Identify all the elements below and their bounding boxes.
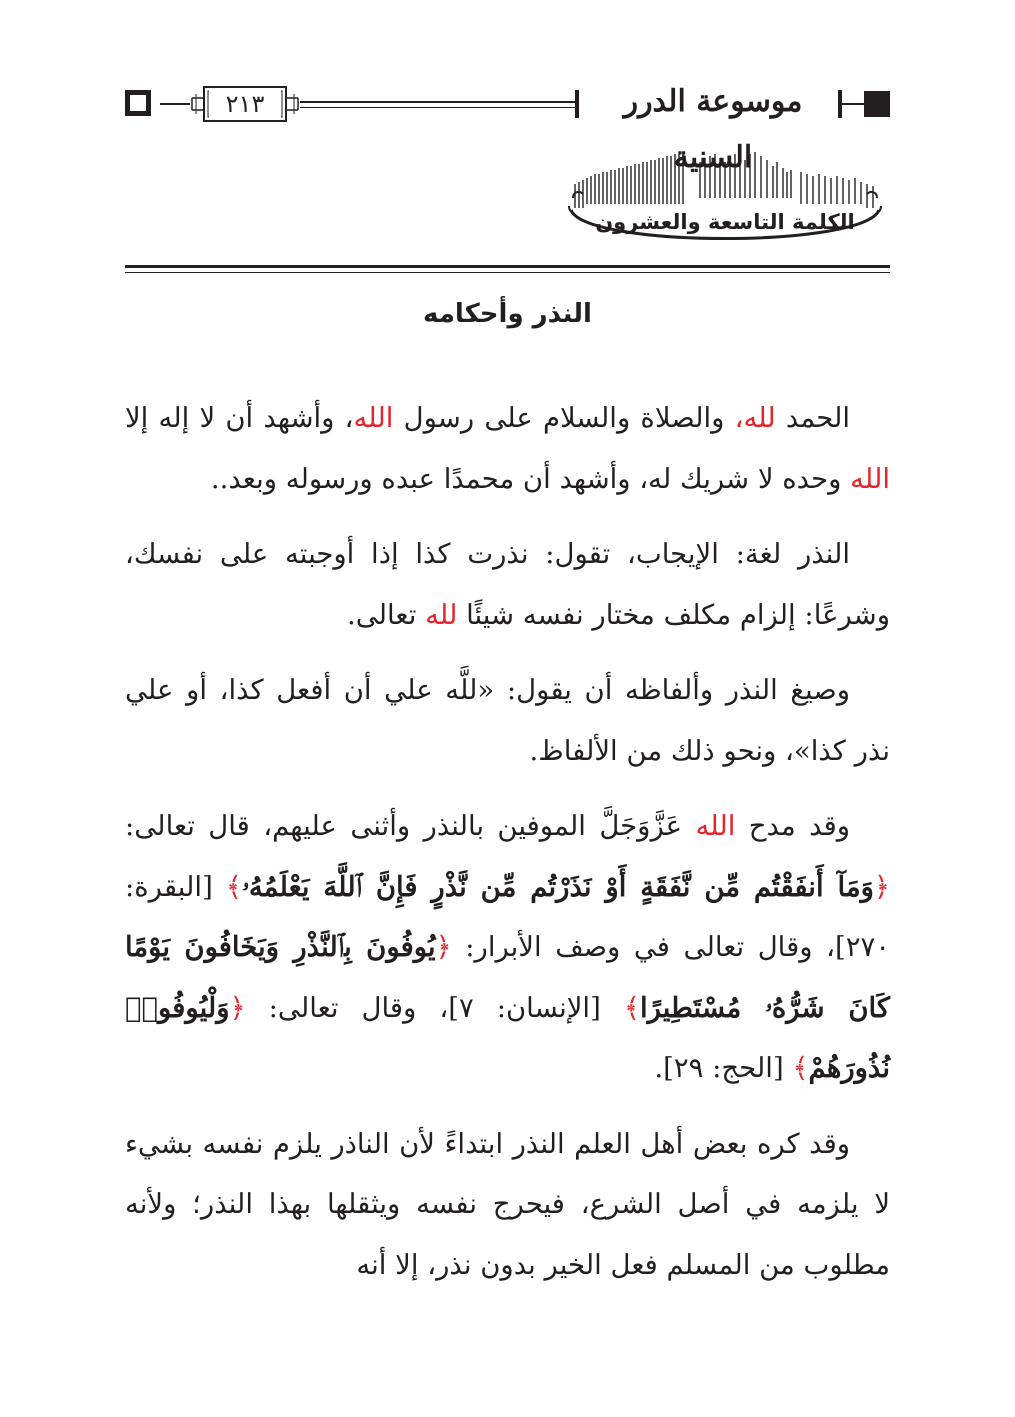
text-span: النذر لغة: الإيجاب، تقول: نذرت كذا إذا أوجبته على نفسك، وشرعًا: إلزام مكلف مختار نفسه شيئًا <box>125 538 890 631</box>
chapter-title: الكلمة التاسعة والعشرون <box>595 210 855 234</box>
text-span: الحمد <box>785 402 850 434</box>
divider-thin <box>125 272 890 273</box>
paragraph-formulas <box>125 660 890 781</box>
text-span: ، وأشهد أن لا إله إلا <box>125 402 354 434</box>
paragraph-definition <box>125 524 890 645</box>
open-square-ornament <box>125 90 151 116</box>
paragraph-intro <box>125 388 890 509</box>
quran-bracket-open: ﴿ <box>435 931 452 963</box>
quran-verse: يُوفُونَ بِٱلنَّذْرِ وَيَخَافُونَ يَوْمًا كَانَ شَرُّهُۥ مُسْتَطِيرًا <box>125 931 891 1024</box>
header-rule-left <box>160 103 190 105</box>
text-span: [البقرة: ٢٧٠]، وقال تعالى في وصف الأبرار: <box>125 870 890 963</box>
text-span: عَزَّوَجَلَّ الموفين بالنذر وأثنى عليهم، قال تعالى: <box>125 810 696 842</box>
quran-bracket-close: ﴾ <box>225 870 242 903</box>
header-rule-thin <box>300 107 575 108</box>
header-tick <box>575 90 579 118</box>
divine-name: لله، <box>734 402 776 434</box>
paragraph-disliked <box>125 1114 890 1296</box>
divider-thick <box>125 265 890 268</box>
text-span: [الحج: ٢٩]. <box>654 1052 793 1084</box>
text-span: وقد كره بعض أهل العلم النذر ابتداءً لأن الناذر يلزم نفسه بشيء لا يلزمه في أصل الشرع، فيحرج نفسه ويثقلها بهذا النذر؛ ولأنه مطلوب من المسلم فعل الخير بدون نذر، إلا أنه <box>125 1127 890 1281</box>
header-rule <box>300 101 575 103</box>
page-number: ٢١٣ <box>209 88 281 120</box>
text-span: وصيغ النذر وألفاظه أن يقول: «للَّه علي أن أفعل كذا، أو علي نذر كذا»، ونحو ذلك من الألفاظ. <box>125 674 890 767</box>
divine-name: لله <box>425 598 458 631</box>
text-span: تعالى. <box>347 598 426 631</box>
paragraph-evidence <box>125 796 890 1099</box>
filled-square-ornament <box>864 91 890 117</box>
text-span: وحده لا شريك له، وأشهد أن محمدًا عبده ورسوله وبعد.. <box>210 462 851 495</box>
quran-bracket-close: ﴾ <box>623 991 640 1024</box>
quran-bracket-close: ﴾ <box>792 1052 809 1084</box>
series-title: موسوعة الدرر السنية <box>623 84 803 175</box>
divine-name: الله <box>850 462 890 495</box>
text-span: والصلاة والسلام على رسول <box>393 402 735 434</box>
quran-bracket-open: ﴿ <box>229 991 246 1024</box>
quran-verse: وَمَآ أَنفَقْتُم مِّن نَّفَقَةٍ أَوْ نَذَرْتُم مِّن نَّذْرٍ فَإِنَّ ٱللَّهَ يَعْلَمُهُۥ <box>241 870 874 903</box>
text-span: وقد مدح <box>735 810 851 842</box>
text-span: [الإنسان: ٧]، وقال تعالى: <box>245 991 624 1024</box>
quran-verse: وَلْيُوفُوا۟ نُذُورَهُمْ <box>125 991 890 1084</box>
divine-name: الله <box>695 810 736 842</box>
body-text <box>125 388 890 1310</box>
header-rule-right <box>842 103 864 105</box>
page-heading: النذر وأحكامه <box>423 299 592 329</box>
divine-name: الله <box>353 402 394 434</box>
header-tick <box>838 90 842 118</box>
quran-bracket-open: ﴿ <box>873 870 890 903</box>
